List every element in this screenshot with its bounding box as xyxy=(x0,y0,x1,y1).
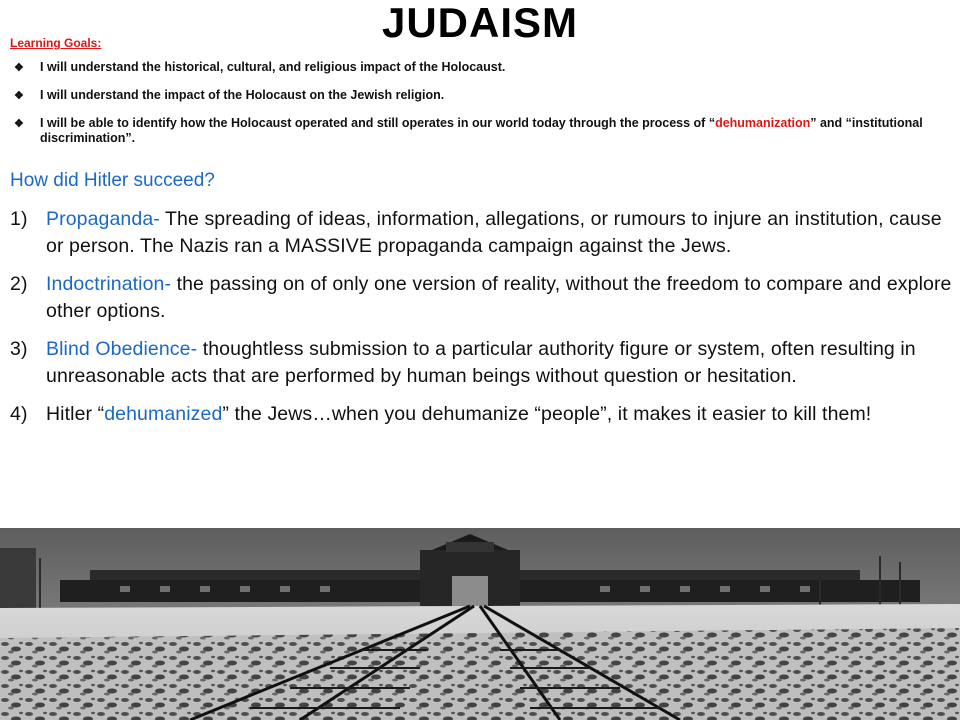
learning-goal-text: I will be able to identify how the Holocaust operated and still operates in our world today through the process of “ xyxy=(40,116,716,130)
learning-goal-item xyxy=(10,60,955,75)
question-heading: How did Hitler succeed? xyxy=(10,170,215,191)
reason-number: 2) xyxy=(10,273,28,295)
reason-term: Indoctrination- xyxy=(46,273,172,295)
reason-term: Propaganda- xyxy=(46,208,160,230)
slide-title: JUDAISM xyxy=(381,0,579,46)
diamond-bullet-icon: ❖ xyxy=(14,90,24,102)
reason-text-end: ” the Jews…when you dehumanize “people”, it makes it easier to kill them! xyxy=(222,403,872,425)
reason-item xyxy=(10,401,955,428)
learning-goal-item xyxy=(10,116,955,146)
camp-gate-photo xyxy=(0,528,960,720)
reason-item xyxy=(10,336,955,390)
learning-goal-text: I will understand the historical, cultural, and religious impact of the Holocaust. xyxy=(40,60,506,74)
reason-item xyxy=(10,271,955,325)
reason-term: dehumanized xyxy=(104,403,223,425)
reason-number: 1) xyxy=(10,208,28,230)
diamond-bullet-icon: ❖ xyxy=(14,118,24,130)
learning-goal-item xyxy=(10,88,955,103)
reason-term: Blind Obedience- xyxy=(46,338,198,360)
reason-definition: the passing on of only one version of reality, without the freedom to compare and explore other options. xyxy=(46,273,952,322)
learning-goals-list xyxy=(10,60,955,159)
reason-number: 4) xyxy=(10,403,28,425)
reasons-list xyxy=(10,206,955,439)
learning-goal-highlight: dehumanization xyxy=(715,116,811,130)
learning-goal-text: I will understand the impact of the Holocaust on the Jewish religion. xyxy=(40,88,445,102)
diamond-bullet-icon: ❖ xyxy=(14,62,24,74)
learning-goals-label: Learning Goals: xyxy=(10,36,102,50)
reason-number: 3) xyxy=(10,338,28,360)
reason-definition: The spreading of ideas, information, allegations, or rumours to injure an institution, cause or person. The Nazis ran a MASSIVE propaganda campaign against the Jews. xyxy=(46,208,942,257)
reason-definition: thoughtless submission to a particular authority figure or system, often resulting in unreasonable acts that are performed by human beings without question or hesitation. xyxy=(46,338,916,387)
learning-goal-text-end: ” and “institutional discrimination”. xyxy=(40,116,923,145)
reason-text: Hitler “ xyxy=(46,403,105,425)
reason-item xyxy=(10,206,955,260)
